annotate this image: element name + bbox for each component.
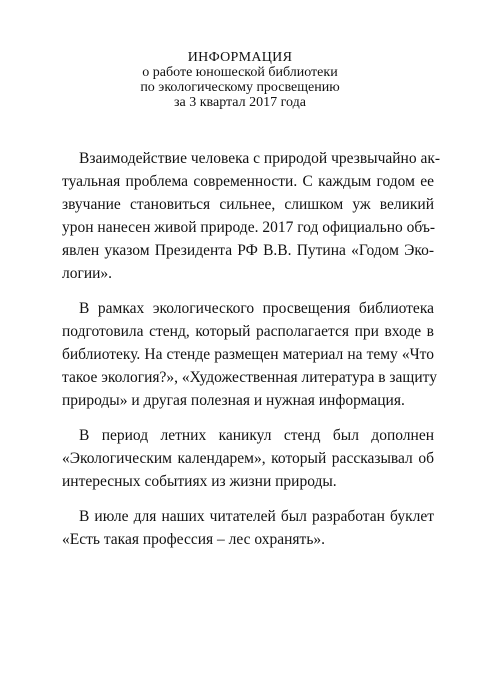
paragraph-line: Взаимодействие человека с природой чрезвычайно ак- — [79, 150, 441, 167]
document-subtitle-line-3: за 3 квартал 2017 года — [174, 95, 306, 110]
paragraph-2 — [45, 297, 437, 412]
paragraph-line: В период летних каникул стенд был дополнен — [79, 427, 434, 444]
document-heading — [0, 50, 480, 110]
paragraph-line: природы» и другая полезная и нужная информация. — [62, 392, 405, 409]
paragraph-line: логии». — [62, 265, 113, 282]
paragraph-1 — [45, 147, 441, 285]
paragraph-line: «Есть такая профессия – лес охранять». — [62, 531, 326, 548]
paragraph-3 — [45, 424, 434, 493]
paragraph-line: интересных событиях из жизни природы. — [62, 473, 337, 490]
document-body — [45, 147, 441, 563]
paragraph-4 — [45, 505, 434, 551]
paragraph-line: такое экология?», «Художественная литература в защиту — [62, 369, 437, 386]
document-subtitle-line-1: о работе юношеской библиотеки — [142, 65, 338, 80]
document-subtitle-line-2: по экологическому просвещению — [140, 80, 340, 95]
paragraph-line: подготовила стенд, который располагается при входе в — [62, 323, 434, 340]
paragraph-line: явлен указом Президента РФ В.В. Путина «Годом Эко- — [62, 242, 434, 259]
paragraph-line: В июле для наших читателей был разработан буклет — [79, 508, 434, 525]
paragraph-line: «Экологическим календарем», который рассказывал об — [62, 450, 434, 467]
paragraph-line: библиотеку. На стенде размещен материал на тему «Что — [62, 346, 434, 363]
document-title: ИНФОРМАЦИЯ — [187, 50, 293, 65]
paragraph-line: урон нанесен живой природе. 2017 год официально объ- — [62, 219, 436, 236]
paragraph-line: В рамках экологического просвещения библиотека — [79, 300, 434, 317]
paragraph-line: туальная проблема современности. С каждым годом ее — [62, 173, 434, 190]
paragraph-line: звучание становиться сильнее, слишком уж великий — [62, 196, 434, 213]
